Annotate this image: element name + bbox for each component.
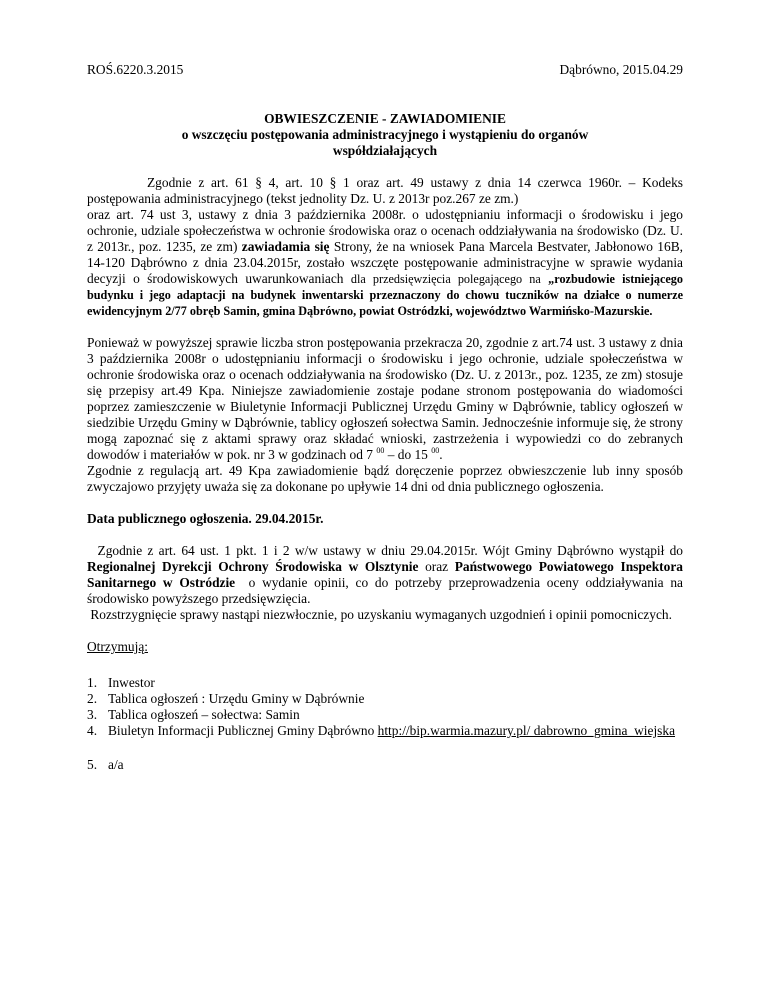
recipients-list [87,675,683,773]
list-text: a/a [108,757,124,772]
opinions-rdos: Regionalnej Dyrekcji Ochrony Środowiska w Olsztynie [87,559,419,574]
list-text: Tablica ogłoszeń – sołectwa: Samin [108,707,300,722]
paragraph-publication [87,335,683,495]
opinions-resolution: Rozstrzygnięcie sprawy nastąpi niezwłocznie, po uzyskaniu wymaganych uzgodnień i opinii pomocniczych. [90,607,672,622]
list-item [87,707,683,723]
list-number: 5. [87,757,98,772]
reference-number: ROŚ.6220.3.2015 [87,62,184,77]
opinions-purpose: o wydanie opinii, co do potrzeby przeprowadzenia oceny oddziaływania na środowisko powyższego przedsięwzięcia. [87,575,683,606]
notice-project-description: „rozbudowie istniejącego budynku i jego adaptacji na budynek inwentarski przeznaczony do chowu tuczników na działce o numerze ewidencyjnym 2/77 obręb Samin, gmina Dąbrówno, powiat Ostródzki, województwo Warmińsko-Mazurskie. [87,272,683,318]
hour-from-superscript: 00 [376,446,385,455]
list-number: 1. [87,675,98,690]
title-sub-line2: współdziałających [332,143,438,158]
place-and-date: Dąbrówno, 2015.04.29 [559,62,683,77]
notice-applicant: Strony, że na wniosek Pana Marcela Bestvater, Jabłonowo 16B, 14-120 Dąbrówno z dnia 23.04.2015r, zostało wszczęte postępowanie administracyjne w sprawie wydania decyzji o środowiskowych uwarunkowaniach [87,239,683,286]
opinions-conjunction: oraz [425,559,449,574]
bip-text: Biuletyn Informacji Publicznej Gminy Dąbrówno [108,723,375,738]
opinions-sanepid: Państwowego Powiatowego Inspektora Sanitarnego w Ostródzie [87,559,683,590]
list-item [87,691,683,707]
list-item [87,757,683,773]
list-item [87,675,683,691]
bip-link[interactable]: http://bip.warmia.mazury.pl/ dabrowno_gmina_wiejska [377,723,676,738]
publication-date: Data publicznego ogłoszenia. 29.04.2015r. [87,511,324,526]
list-text: Inwestor [108,675,155,690]
list-number: 4. [87,723,98,738]
hour-to-superscript: 00 [431,446,440,455]
notice-legal-basis: Zgodnie z art. 61 § 4, art. 10 § 1 oraz art. 49 ustawy z dnia 14 czerwca 1960r. – Kodeks postępowania administracyjnego (tekst jednolity Dz. U. z 2013r poz.267 ze zm.) [87,175,683,206]
list-number: 2. [87,691,98,706]
title-sub-line1: o wszczęciu postępowania administracyjnego i wystąpieniu do organów [181,127,589,142]
list-text [108,723,683,739]
publication-text: Ponieważ w powyższej sprawie liczba stron postępowania przekracza 20, zgodnie z art.74 ust. 3 ustawy z dnia 3 października 2008r o udostępnianiu informacji o środowisku i jego ochronie, udziale społeczeństwa w ochronie środowiska oraz o ocenach oddziaływania na środowisko (Dz. U. z 2013r., poz. 1235, ze zm) stosuje się przepisy art.49 Kpa. Niniejsze zawiadomienie zostaje podane stronom postępowania do wiadomości poprzez zamieszczenie w Biuletynie Informacji Publicznej Urzędu Gminy w Dąbrównie, tablicy ogłoszeń w siedzibie Urzędu Gminy w Dąbrównie, tablicy ogłoszeń sołectwa Samin. Jednocześnie informuje się, że strony mogą zapoznać się z aktami sprawy oraz składać wnioski, zastrzeżenia i wypowiedzi co do zebranych dowodów i materiałów w pok. nr 3 w godzinach od 7 [87,335,683,462]
title-main: OBWIESZCZENIE - ZAWIADOMIENIE [264,111,506,126]
paragraph-opinions [87,543,683,623]
document-page [87,62,683,773]
notice-act-reference: oraz art. 74 ust 3, ustawy z dnia 3 października 2008r. o udostępnianiu informacji o środowisku i jego ochronie, udziale społeczeństwa w ochronie środowiska oraz o ocenach oddziaływania na środowisko (Dz. U. z 2013r., poz. 1235, ze zm) [87,207,683,254]
publication-regulation: Zgodnie z regulacją art. 49 Kpa zawiadomienie bądź doręczenie poprzez obwieszczenie lub inny sposób zwyczajowo przyjęty uważa się za dokonane po upływie 14 dni od dnia publicznego ogłoszenia. [87,463,683,494]
hour-to-text: – do 15 [387,447,428,462]
document-header [87,62,683,78]
paragraph-notice [87,175,683,319]
list-text: Tablica ogłoszeń : Urzędu Gminy w Dąbrównie [108,691,365,706]
list-number: 3. [87,707,98,722]
recipients-heading: Otrzymują: [87,639,148,654]
publication-period: . [439,447,443,462]
notice-bold-verb: zawiadamia się [241,239,330,254]
opinions-text: Zgodnie z art. 64 ust. 1 pkt. 1 i 2 w/w ustawy w dniu 29.04.2015r. Wójt Gminy Dąbrówno wystąpił do [97,543,683,558]
notice-project-intro: dla przedsięwzięcia polegającego na [350,272,541,286]
document-title [87,111,683,159]
list-item [87,723,683,739]
